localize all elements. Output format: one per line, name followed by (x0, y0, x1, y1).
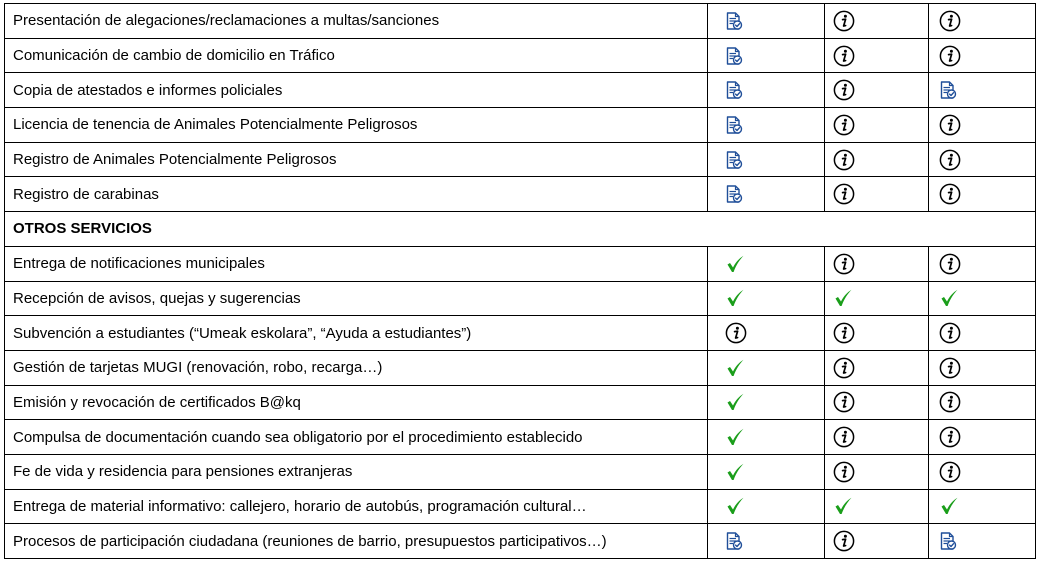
channel-cell-3 (929, 385, 1036, 420)
channel-cell-2 (825, 316, 929, 351)
table-row (5, 420, 1036, 455)
channel-cell-3 (929, 524, 1036, 559)
service-label: Entrega de notificaciones municipales (5, 246, 708, 281)
info-icon (939, 149, 961, 171)
info-icon (833, 322, 855, 344)
check-icon (725, 254, 745, 274)
channel-cell-3 (929, 281, 1036, 316)
info-icon (833, 357, 855, 379)
info-icon (833, 149, 855, 171)
check-icon (833, 496, 853, 516)
channel-cell-1 (708, 385, 825, 420)
info-icon (939, 357, 961, 379)
online-form-icon (725, 81, 743, 100)
section-title: OTROS SERVICIOS (5, 212, 1036, 247)
channel-cell-3 (929, 489, 1036, 524)
info-icon (939, 10, 961, 32)
channel-cell-1 (708, 142, 825, 177)
table-row (5, 177, 1036, 212)
services-table (4, 3, 1036, 559)
check-icon (939, 496, 959, 516)
table-row (5, 108, 1036, 143)
table-row (5, 489, 1036, 524)
channel-cell-3 (929, 38, 1036, 73)
service-label: Registro de carabinas (5, 177, 708, 212)
service-label: Fe de vida y residencia para pensiones extranjeras (5, 454, 708, 489)
info-icon (939, 114, 961, 136)
channel-cell-3 (929, 177, 1036, 212)
service-label: Procesos de participación ciudadana (reuniones de barrio, presupuestos participativos…) (5, 524, 708, 559)
info-icon (939, 426, 961, 448)
channel-cell-2 (825, 246, 929, 281)
table-row (5, 454, 1036, 489)
table-row (5, 246, 1036, 281)
channel-cell-1 (708, 246, 825, 281)
channel-cell-1 (708, 281, 825, 316)
table-row (5, 385, 1036, 420)
check-icon (725, 462, 745, 482)
service-label: Comunicación de cambio de domicilio en Tráfico (5, 38, 708, 73)
online-form-icon (725, 11, 743, 30)
channel-cell-2 (825, 385, 929, 420)
channel-cell-1 (708, 38, 825, 73)
channel-cell-2 (825, 142, 929, 177)
info-icon (939, 391, 961, 413)
info-icon (939, 45, 961, 67)
channel-cell-1 (708, 350, 825, 385)
check-icon (725, 288, 745, 308)
channel-cell-3 (929, 142, 1036, 177)
channel-cell-2 (825, 420, 929, 455)
channel-cell-2 (825, 177, 929, 212)
channel-cell-3 (929, 350, 1036, 385)
info-icon (833, 253, 855, 275)
info-icon (833, 461, 855, 483)
channel-cell-3 (929, 316, 1036, 351)
info-icon (833, 114, 855, 136)
online-form-icon (725, 532, 743, 551)
check-icon (833, 288, 853, 308)
channel-cell-1 (708, 524, 825, 559)
table-row (5, 38, 1036, 73)
channel-cell-2 (825, 281, 929, 316)
info-icon (833, 45, 855, 67)
info-icon (939, 461, 961, 483)
info-icon (833, 530, 855, 552)
info-icon (833, 391, 855, 413)
channel-cell-3 (929, 108, 1036, 143)
service-label: Registro de Animales Potencialmente Peligrosos (5, 142, 708, 177)
channel-cell-2 (825, 524, 929, 559)
info-icon (833, 79, 855, 101)
channel-cell-2 (825, 350, 929, 385)
service-label: Gestión de tarjetas MUGI (renovación, robo, recarga…) (5, 350, 708, 385)
table-row (5, 281, 1036, 316)
online-form-icon (939, 81, 957, 100)
channel-cell-1 (708, 108, 825, 143)
online-form-icon (939, 532, 957, 551)
table-row (5, 524, 1036, 559)
channel-cell-3 (929, 246, 1036, 281)
table-row (5, 73, 1036, 108)
info-icon (939, 322, 961, 344)
table-row (5, 4, 1036, 39)
info-icon (939, 253, 961, 275)
online-form-icon (725, 115, 743, 134)
channel-cell-1 (708, 420, 825, 455)
section-header-row (5, 212, 1036, 247)
check-icon (725, 392, 745, 412)
table-row (5, 142, 1036, 177)
channel-cell-2 (825, 73, 929, 108)
check-icon (725, 496, 745, 516)
service-label: Entrega de material informativo: callejero, horario de autobús, programación cultural… (5, 489, 708, 524)
service-label: Subvención a estudiantes (“Umeak eskolara”, “Ayuda a estudiantes”) (5, 316, 708, 351)
info-icon (833, 426, 855, 448)
service-label: Emisión y revocación de certificados B@kq (5, 385, 708, 420)
channel-cell-2 (825, 38, 929, 73)
channel-cell-2 (825, 454, 929, 489)
service-label: Licencia de tenencia de Animales Potencialmente Peligrosos (5, 108, 708, 143)
service-label: Recepción de avisos, quejas y sugerencias (5, 281, 708, 316)
online-form-icon (725, 150, 743, 169)
channel-cell-1 (708, 454, 825, 489)
channel-cell-2 (825, 108, 929, 143)
info-icon (833, 183, 855, 205)
channel-cell-2 (825, 4, 929, 39)
services-table-body (5, 4, 1036, 559)
channel-cell-3 (929, 454, 1036, 489)
channel-cell-1 (708, 177, 825, 212)
table-row (5, 316, 1036, 351)
info-icon (725, 322, 747, 344)
info-icon (939, 183, 961, 205)
channel-cell-3 (929, 73, 1036, 108)
info-icon (833, 10, 855, 32)
check-icon (725, 427, 745, 447)
check-icon (725, 358, 745, 378)
channel-cell-3 (929, 420, 1036, 455)
channel-cell-3 (929, 4, 1036, 39)
service-label: Presentación de alegaciones/reclamaciones a multas/sanciones (5, 4, 708, 39)
service-label: Copia de atestados e informes policiales (5, 73, 708, 108)
service-label: Compulsa de documentación cuando sea obligatorio por el procedimiento establecido (5, 420, 708, 455)
check-icon (939, 288, 959, 308)
channel-cell-1 (708, 316, 825, 351)
channel-cell-2 (825, 489, 929, 524)
online-form-icon (725, 185, 743, 204)
table-row (5, 350, 1036, 385)
channel-cell-1 (708, 73, 825, 108)
channel-cell-1 (708, 489, 825, 524)
online-form-icon (725, 46, 743, 65)
channel-cell-1 (708, 4, 825, 39)
